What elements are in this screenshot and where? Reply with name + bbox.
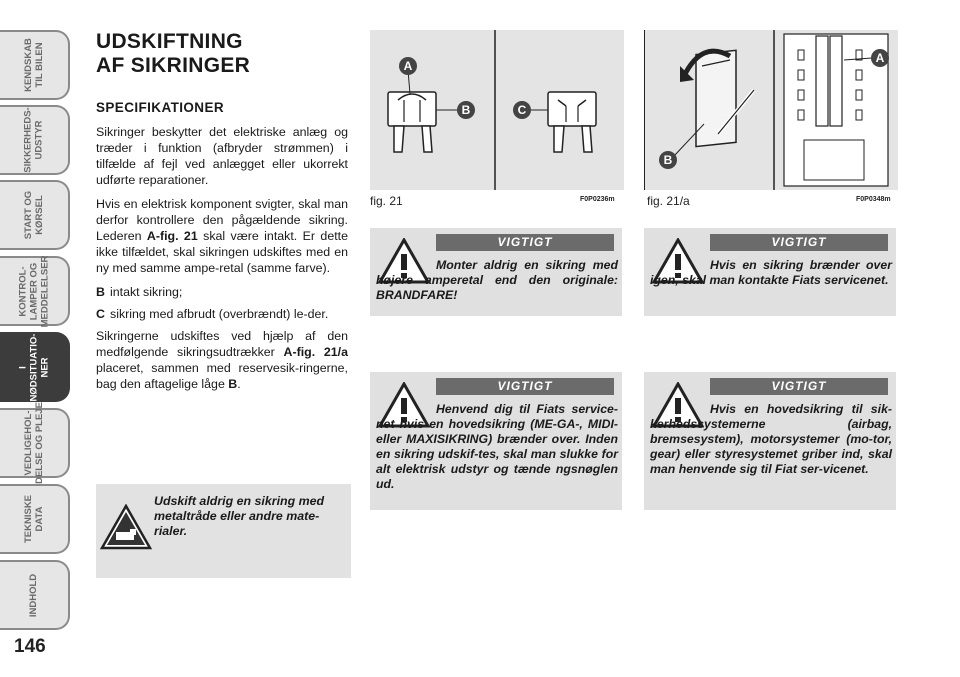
warning-badge: VIGTIGT [436,378,614,395]
tab-sikkerhedsudstyr[interactable] [0,105,70,175]
tab-vedligeholdelse[interactable] [0,402,70,484]
tab-label: SIKKERHEDS- UDSTYR [22,107,45,173]
tab-start-og-korsel[interactable] [0,180,70,250]
warning-box-4 [644,372,896,510]
info-text: Udskift aldrig en sikring med metaltråde eller andre mate-rialer. [154,494,325,538]
tab-tekniske-data[interactable] [0,484,70,554]
section-title: SPECIFIKATIONER [96,100,225,115]
warning-text: Monter aldrig en sikring med højere amperetal end den originale: BRANDFARE! [376,258,618,302]
warning-badge: VIGTIGT [436,234,614,251]
callout-a: A [875,51,885,65]
tab-label: START OG KØRSEL [22,190,45,240]
paragraph-2 [96,196,348,276]
figure-21a-code: F0P0348m [856,196,891,203]
figure-21-caption: fig. 21 [370,194,403,208]
door-reference: B [228,377,238,391]
figure-21a-caption: fig. 21/a [647,194,690,208]
title-line-1: UDSKIFTNING [96,30,243,53]
item-text: sikring med afbrudt (overbrændt) le-der. [110,307,329,321]
tab-kontrollamper[interactable] [0,256,70,326]
callout-c: C [517,103,527,117]
item-letter: C [96,307,105,321]
warning-badge: VIGTIGT [710,234,888,251]
main-text-column [96,30,348,400]
tab-label: TEKNISKE DATA [22,494,45,544]
page-title [96,30,348,78]
paragraph-1: Sikringer beskytter det elektriske anlæg og træder i funktion (afbryder strømmen) i tilfælde af fejl ved anlægget eller ukorrekt udførte reparationer. [96,125,348,187]
environment-note-box [96,484,351,578]
title-line-2: AF SIKRINGER [96,54,251,77]
figure-21 [370,30,624,190]
list-item [96,306,348,322]
tab-label: INDHOLD [28,573,40,617]
fuse-illustration [370,30,624,190]
warning-text: Hvis en sikring brænder over igen, skal man kontakte Fiats servicenet. [650,258,892,287]
figure-21a [644,30,898,190]
item-text: intakt sikring; [110,285,183,299]
figure-reference: A-fig. 21/a [283,345,348,359]
paragraph-3-end: . [237,377,241,391]
item-letter: B [96,285,105,299]
warning-text: Henvend dig til Fiats service-net hvis en hovedsikring (ME-GA-, MIDI- eller MAXISIKRING) brænder over. Inden en sikring udskif-tes, skal man slukke for alt elektrisk udstyr og tænde ngsnøglen ud. [376,402,618,491]
tab-label: KONTROL- LAMPER OG MEDDELELSER [17,255,51,327]
tab-label: KENDSKAB TIL BILEN [23,38,45,92]
paragraph-3-text-b: placeret, sammen med reservesik-ringerne, bag den aftagelige låge [96,361,348,391]
tab-label: VEDLIGEHOL- DELSE OG PLEJE [23,402,46,484]
page-number: 146 [14,636,46,657]
figure-21-code: F0P0236m [580,196,615,203]
tab-indhold[interactable] [0,560,70,630]
paragraph-3-text-a: Sikringerne udskiftes ved hjælp af den medfølgende sikringsudtrækker [96,329,348,359]
tab-label: I NØDSITUATIO- NER [17,333,51,401]
tab-kendskab-til-bilen[interactable] [0,30,70,100]
warning-box-2 [644,228,896,316]
paragraph-2-text-a: Hvis en elektrisk komponent svigter, skal man derfor kontrollere den pågældende sikring. Lederen [96,197,348,243]
callout-b: B [663,153,673,167]
environment-warning-icon [100,504,152,550]
warning-badge: VIGTIGT [710,378,888,395]
figure-reference: A-fig. 21 [146,229,198,243]
warning-box-1 [370,228,622,316]
fuse-box-illustration [644,30,898,190]
list-item [96,284,348,300]
callout-a: A [403,59,413,73]
callout-b: B [461,103,471,117]
paragraph-2-text-b: skal være intakt. Er dette ikke tilfældet, skal sikringen udskiftes med en ny med samme ampe-retal (samme farve). [96,229,348,275]
warning-box-3 [370,372,622,510]
warning-text: Hvis en hovedsikring til sik-kerhedssystemerne (airbag, bremsesystem), motorsystemer (mo-tor, gear) eller styresystemet griber ind, skal man henvende sig til Fiat ser-vicenet. [650,402,892,476]
paragraph-3 [96,328,348,392]
tab-i-nodsituationer[interactable] [0,332,70,402]
